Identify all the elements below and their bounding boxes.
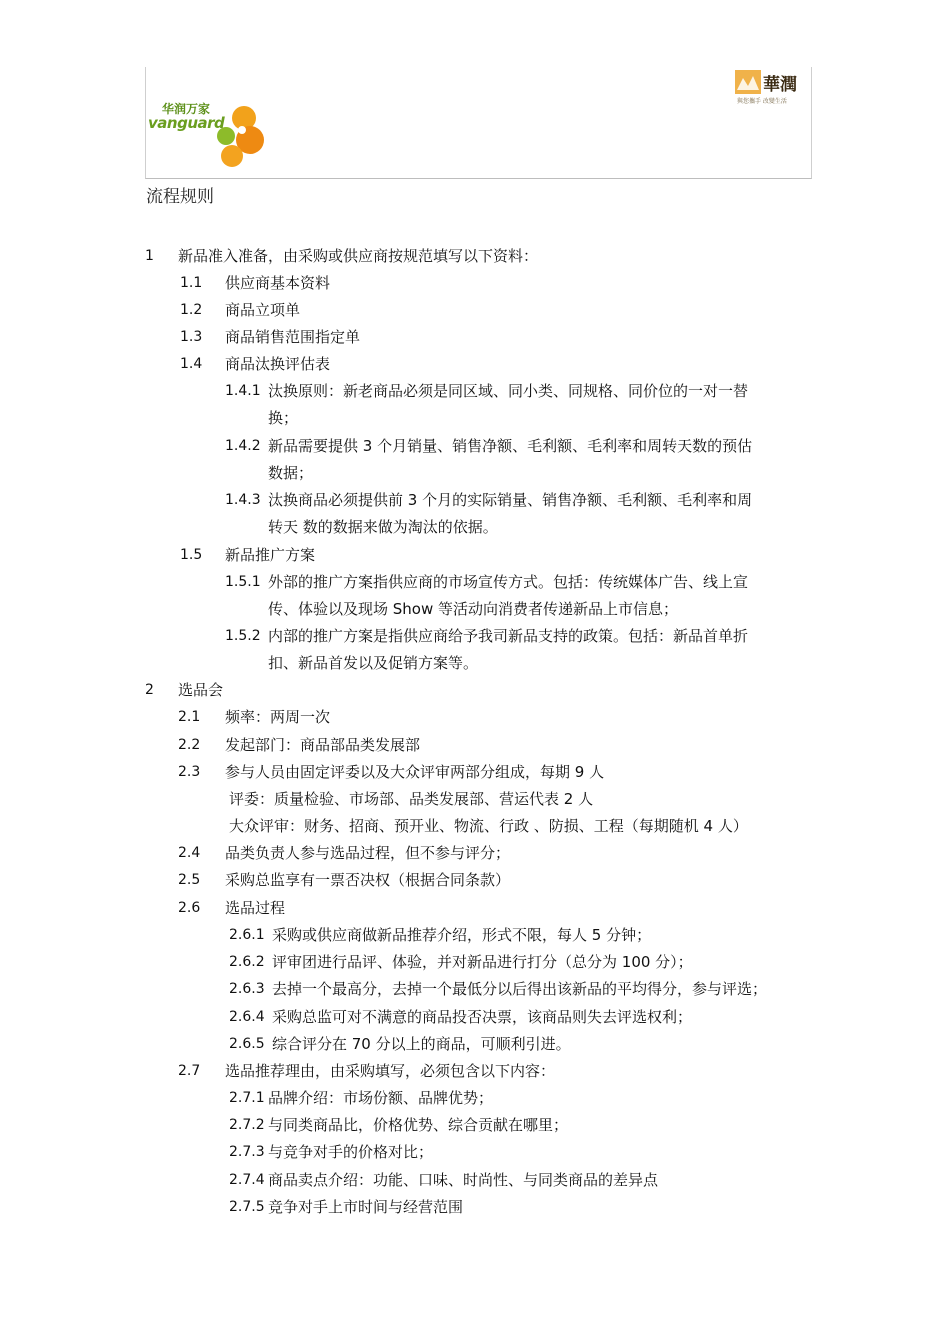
cr-cn-name: 華潤 <box>763 75 797 95</box>
item-text: 采购总监可对不满意的商品投否决票，该商品则失去评选权利； <box>272 1008 693 1026</box>
item-number: 2.6 <box>178 900 201 916</box>
item-number: 2.7.5 <box>229 1199 265 1215</box>
list-item <box>0 925 950 945</box>
item-number: 2.6.3 <box>229 981 265 997</box>
list-item <box>0 952 950 972</box>
vanguard-wordmark: vanguard <box>148 114 225 132</box>
item-text: 品类负责人参与选品过程，但不参与评分； <box>225 844 511 862</box>
list-item <box>0 599 950 619</box>
item-number: 1.2 <box>180 302 203 318</box>
item-text: 转天 数的数据来做为淘汰的依据。 <box>268 518 498 536</box>
item-text: 竞争对手上市时间与经营范围 <box>268 1198 464 1216</box>
item-text: 去掉一个最高分，去掉一个最低分以后得出该新品的平均得分，参与评选； <box>272 980 768 998</box>
list-item <box>0 436 950 456</box>
item-text: 综合评分在 70 分以上的商品，可顺利引进。 <box>272 1035 571 1053</box>
item-number: 1.4.2 <box>225 438 261 454</box>
item-text: 商品销售范围指定单 <box>225 328 361 346</box>
item-text: 采购或供应商做新品推荐介绍，形式不限，每人 5 分钟； <box>272 926 652 944</box>
list-item <box>0 246 950 266</box>
list-item <box>0 626 950 646</box>
list-item <box>0 870 950 890</box>
item-number: 2 <box>145 682 154 698</box>
cr-slogan: 與您攜手 改變生活 <box>737 98 787 105</box>
item-text: 商品卖点介绍：功能、口味、时尚性、与同类商品的差异点 <box>268 1171 659 1189</box>
list-item <box>0 1061 950 1081</box>
list-item <box>0 354 950 374</box>
list-item <box>0 653 950 673</box>
item-number: 2.6.4 <box>229 1009 265 1025</box>
item-number: 1.5.1 <box>225 574 261 590</box>
item-text: 商品汰换评估表 <box>225 355 331 373</box>
list-item <box>0 408 950 428</box>
item-number: 2.1 <box>178 709 201 725</box>
item-text: 新品准入准备，由采购或供应商按规范填写以下资料： <box>178 247 539 265</box>
item-text: 选品推荐理由，由采购填写，必须包含以下内容： <box>225 1062 556 1080</box>
item-text: 外部的推广方案指供应商的市场宣传方式。包括：传统媒体广告、线上宣 <box>268 573 749 591</box>
item-number: 2.7.4 <box>229 1172 265 1188</box>
list-item <box>0 327 950 347</box>
item-text: 新品推广方案 <box>225 546 316 564</box>
item-text: 参与人员由固定评委以及大众评审两部分组成，每期 9 人 <box>225 763 605 781</box>
item-number: 2.6.1 <box>229 927 265 943</box>
item-number: 2.7 <box>178 1063 201 1079</box>
list-item <box>0 1007 950 1027</box>
item-text: 采购总监享有一票否决权（根据合同条款） <box>225 871 511 889</box>
item-number: 1.3 <box>180 329 203 345</box>
item-text: 与竞争对手的价格对比； <box>268 1143 434 1161</box>
cr-logo <box>735 68 810 110</box>
item-text: 汰换原则：新老商品必须是同区域、同小类、同规格、同价位的一对一替 <box>268 382 749 400</box>
list-item <box>0 762 950 782</box>
item-text: 数据； <box>268 464 314 482</box>
item-text: 汰换商品必须提供前 3 个月的实际销量、销售净额、毛利额、毛利率和周 <box>268 491 753 509</box>
list-item <box>0 789 950 809</box>
item-number: 1.4.3 <box>225 492 261 508</box>
item-number: 1.5 <box>180 547 203 563</box>
list-item <box>0 1115 950 1135</box>
item-number: 2.2 <box>178 737 201 753</box>
item-number: 2.7.3 <box>229 1144 265 1160</box>
list-item <box>0 300 950 320</box>
item-text: 发起部门：商品部品类发展部 <box>225 736 421 754</box>
list-item <box>0 707 950 727</box>
item-text: 与同类商品比，价格优势、综合贡献在哪里； <box>268 1116 569 1134</box>
vanguard-logo <box>146 100 266 172</box>
list-item <box>0 735 950 755</box>
item-number: 2.3 <box>178 764 201 780</box>
item-number: 2.6.2 <box>229 954 265 970</box>
list-item <box>0 273 950 293</box>
item-number: 2.7.2 <box>229 1117 265 1133</box>
item-text: 商品立项单 <box>225 301 301 319</box>
item-text: 扣、新品首发以及促销方案等。 <box>268 654 479 672</box>
list-item <box>0 545 950 565</box>
item-number: 2.6.5 <box>229 1036 265 1052</box>
item-number: 1.1 <box>180 275 203 291</box>
list-item <box>0 843 950 863</box>
item-text: 大众评审：财务、招商、预开业、物流、行政 、防损、工程（每期随机 4 人） <box>229 817 748 835</box>
list-item <box>0 1197 950 1217</box>
item-text: 品牌介绍：市场份额、品牌优势； <box>268 1089 494 1107</box>
list-item <box>0 517 950 537</box>
list-item <box>0 381 950 401</box>
item-text: 内部的推广方案是指供应商给予我司新品支持的政策。包括：新品首单折 <box>268 627 749 645</box>
list-item <box>0 979 950 999</box>
list-item <box>0 572 950 592</box>
item-text: 新品需要提供 3 个月销量、销售净额、毛利额、毛利率和周转天数的预估 <box>268 437 753 455</box>
item-text: 评审团进行品评、体验，并对新品进行打分（总分为 100 分）； <box>272 953 693 971</box>
vanguard-cn-name: 华润万家 <box>162 102 211 116</box>
item-number: 2.4 <box>178 845 201 861</box>
list-item <box>0 463 950 483</box>
cr-logo-icon <box>735 70 763 96</box>
item-number: 1.4 <box>180 356 203 372</box>
item-text: 换； <box>268 409 299 427</box>
list-item <box>0 1142 950 1162</box>
item-number: 2.5 <box>178 872 201 888</box>
item-text: 传、体验以及现场 Show 等活动向消费者传递新品上市信息； <box>268 600 679 618</box>
item-text: 评委：质量检验、市场部、品类发展部、营运代表 2 人 <box>229 790 594 808</box>
item-text: 供应商基本资料 <box>225 274 331 292</box>
item-text: 频率：两周一次 <box>225 708 331 726</box>
list-item <box>0 1088 950 1108</box>
list-item <box>0 816 950 836</box>
item-number: 1.4.1 <box>225 383 261 399</box>
item-text: 选品会 <box>178 681 224 699</box>
list-item <box>0 1170 950 1190</box>
item-number: 2.7.1 <box>229 1090 265 1106</box>
list-item <box>0 680 950 700</box>
document-title: 流程规则 <box>146 187 214 207</box>
list-item <box>0 490 950 510</box>
list-item <box>0 898 950 918</box>
item-number: 1 <box>145 248 154 264</box>
item-text: 选品过程 <box>225 899 286 917</box>
list-item <box>0 1034 950 1054</box>
item-number: 1.5.2 <box>225 628 261 644</box>
